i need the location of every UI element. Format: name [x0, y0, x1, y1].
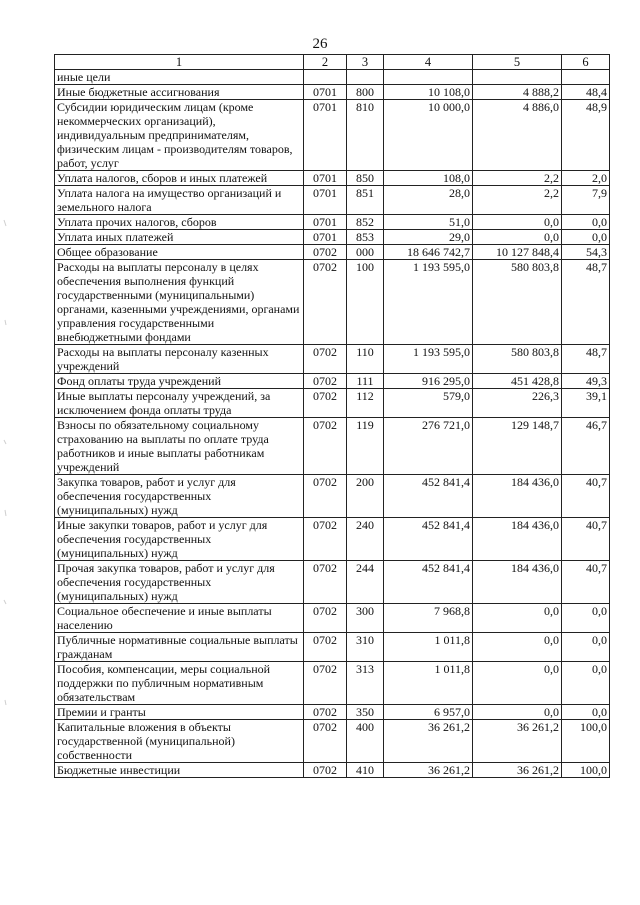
executed-amount-cell: 2,2: [473, 186, 562, 215]
expense-type-cell: 800: [347, 85, 384, 100]
expense-name-cell: Расходы на выплаты персоналу в целях обеспечения выполнения функций государственными (муниципальными) органами, казенными учреждениями, органами управления государственными внебюджетными фондами: [55, 260, 304, 345]
table-row: [55, 260, 610, 345]
section-code-cell: 0702: [304, 662, 347, 705]
execution-percent-cell: 54,3: [562, 245, 610, 260]
execution-percent-cell: 100,0: [562, 763, 610, 778]
planned-amount-cell: 1 011,8: [384, 633, 473, 662]
section-code-cell: 0701: [304, 100, 347, 171]
section-code-cell: 0702: [304, 374, 347, 389]
column-header-1: 1: [55, 55, 304, 70]
planned-amount-cell: 51,0: [384, 215, 473, 230]
section-code-cell: 0702: [304, 245, 347, 260]
budget-table: [54, 54, 610, 778]
expense-type-cell: 310: [347, 633, 384, 662]
expense-name-cell: Уплата иных платежей: [55, 230, 304, 245]
expense-name-cell: иные цели: [55, 70, 304, 85]
expense-type-cell: 111: [347, 374, 384, 389]
section-code-cell: 0701: [304, 171, 347, 186]
table-row: [55, 345, 610, 374]
table-row: [55, 604, 610, 633]
executed-amount-cell: 226,3: [473, 389, 562, 418]
table-row: [55, 215, 610, 230]
execution-percent-cell: 40,7: [562, 561, 610, 604]
table-row: [55, 85, 610, 100]
execution-percent-cell: 2,0: [562, 171, 610, 186]
table-row: [55, 70, 610, 85]
planned-amount-cell: 452 841,4: [384, 475, 473, 518]
expense-name-cell: Иные закупки товаров, работ и услуг для обеспечения государственных (муниципальных) нужд: [55, 518, 304, 561]
executed-amount-cell: 0,0: [473, 604, 562, 633]
scan-edge-marks: [2, 180, 14, 780]
planned-amount-cell: 452 841,4: [384, 561, 473, 604]
expense-name-cell: Капитальные вложения в объекты государственной (муниципальной) собственности: [55, 720, 304, 763]
column-header-2: 2: [304, 55, 347, 70]
execution-percent-cell: 0,0: [562, 230, 610, 245]
column-header-5: 5: [473, 55, 562, 70]
execution-percent-cell: 48,7: [562, 260, 610, 345]
section-code-cell: 0702: [304, 561, 347, 604]
page-number: 26: [312, 36, 328, 52]
executed-amount-cell: 184 436,0: [473, 561, 562, 604]
execution-percent-cell: 39,1: [562, 389, 610, 418]
section-code-cell: 0702: [304, 720, 347, 763]
table-row: [55, 230, 610, 245]
table-row: [55, 561, 610, 604]
execution-percent-cell: 100,0: [562, 720, 610, 763]
expense-type-cell: 350: [347, 705, 384, 720]
table-body: [55, 70, 610, 778]
section-code-cell: 0702: [304, 345, 347, 374]
table-row: [55, 763, 610, 778]
expense-name-cell: Бюджетные инвестиции: [55, 763, 304, 778]
section-code-cell: 0702: [304, 633, 347, 662]
planned-amount-cell: 36 261,2: [384, 763, 473, 778]
executed-amount-cell: 2,2: [473, 171, 562, 186]
expense-type-cell: 313: [347, 662, 384, 705]
expense-name-cell: Уплата налога на имущество организаций и земельного налога: [55, 186, 304, 215]
execution-percent-cell: 48,4: [562, 85, 610, 100]
expense-name-cell: Уплата налогов, сборов и иных платежей: [55, 171, 304, 186]
expense-name-cell: Иные бюджетные ассигнования: [55, 85, 304, 100]
table-row: [55, 662, 610, 705]
expense-type-cell: 110: [347, 345, 384, 374]
table-row: [55, 374, 610, 389]
planned-amount-cell: 276 721,0: [384, 418, 473, 475]
expense-type-cell: [347, 70, 384, 85]
execution-percent-cell: 40,7: [562, 518, 610, 561]
execution-percent-cell: 0,0: [562, 215, 610, 230]
header-row: [55, 55, 610, 70]
execution-percent-cell: 40,7: [562, 475, 610, 518]
executed-amount-cell: 580 803,8: [473, 260, 562, 345]
table-row: [55, 720, 610, 763]
executed-amount-cell: 184 436,0: [473, 518, 562, 561]
section-code-cell: 0701: [304, 230, 347, 245]
expense-type-cell: 810: [347, 100, 384, 171]
table-row: [55, 171, 610, 186]
expense-type-cell: 400: [347, 720, 384, 763]
executed-amount-cell: 580 803,8: [473, 345, 562, 374]
planned-amount-cell: 18 646 742,7: [384, 245, 473, 260]
expense-type-cell: 112: [347, 389, 384, 418]
expense-name-cell: Расходы на выплаты персоналу казенных учреждений: [55, 345, 304, 374]
section-code-cell: 0701: [304, 85, 347, 100]
expense-type-cell: 410: [347, 763, 384, 778]
table-row: [55, 245, 610, 260]
table-row: [55, 633, 610, 662]
executed-amount-cell: 0,0: [473, 230, 562, 245]
section-code-cell: 0702: [304, 518, 347, 561]
expense-name-cell: Иные выплаты персоналу учреждений, за исключением фонда оплаты труда: [55, 389, 304, 418]
executed-amount-cell: 10 127 848,4: [473, 245, 562, 260]
column-header-6: 6: [562, 55, 610, 70]
expense-type-cell: 853: [347, 230, 384, 245]
executed-amount-cell: 36 261,2: [473, 720, 562, 763]
expense-name-cell: Публичные нормативные социальные выплаты гражданам: [55, 633, 304, 662]
expense-name-cell: Общее образование: [55, 245, 304, 260]
execution-percent-cell: 0,0: [562, 705, 610, 720]
expense-type-cell: 100: [347, 260, 384, 345]
expense-type-cell: 850: [347, 171, 384, 186]
column-header-3: 3: [347, 55, 384, 70]
table-row: [55, 475, 610, 518]
execution-percent-cell: 49,3: [562, 374, 610, 389]
planned-amount-cell: [384, 70, 473, 85]
expense-name-cell: Взносы по обязательному социальному страхованию на выплаты по оплате труда работников и иные выплаты работникам учреждений: [55, 418, 304, 475]
expense-type-cell: 852: [347, 215, 384, 230]
section-code-cell: 0701: [304, 215, 347, 230]
executed-amount-cell: 129 148,7: [473, 418, 562, 475]
expense-type-cell: 300: [347, 604, 384, 633]
section-code-cell: 0702: [304, 763, 347, 778]
executed-amount-cell: 0,0: [473, 662, 562, 705]
expense-type-cell: 000: [347, 245, 384, 260]
planned-amount-cell: 28,0: [384, 186, 473, 215]
section-code-cell: 0702: [304, 389, 347, 418]
execution-percent-cell: 48,7: [562, 345, 610, 374]
section-code-cell: 0702: [304, 705, 347, 720]
executed-amount-cell: 36 261,2: [473, 763, 562, 778]
table-row: [55, 389, 610, 418]
expense-type-cell: 244: [347, 561, 384, 604]
execution-percent-cell: [562, 70, 610, 85]
planned-amount-cell: 10 108,0: [384, 85, 473, 100]
section-code-cell: [304, 70, 347, 85]
planned-amount-cell: 10 000,0: [384, 100, 473, 171]
planned-amount-cell: 108,0: [384, 171, 473, 186]
execution-percent-cell: 48,9: [562, 100, 610, 171]
expense-name-cell: Субсидии юридическим лицам (кроме некоммерческих организаций), индивидуальным предпринимателям, физическим лицам - производителям товаров, работ, услуг: [55, 100, 304, 171]
expense-type-cell: 240: [347, 518, 384, 561]
execution-percent-cell: 7,9: [562, 186, 610, 215]
executed-amount-cell: 4 888,2: [473, 85, 562, 100]
expense-name-cell: Премии и гранты: [55, 705, 304, 720]
planned-amount-cell: 36 261,2: [384, 720, 473, 763]
table-row: [55, 705, 610, 720]
column-header-4: 4: [384, 55, 473, 70]
expense-type-cell: 119: [347, 418, 384, 475]
planned-amount-cell: 7 968,8: [384, 604, 473, 633]
table-row: [55, 418, 610, 475]
expense-name-cell: Уплата прочих налогов, сборов: [55, 215, 304, 230]
executed-amount-cell: 0,0: [473, 633, 562, 662]
planned-amount-cell: 29,0: [384, 230, 473, 245]
section-code-cell: 0702: [304, 475, 347, 518]
execution-percent-cell: 0,0: [562, 662, 610, 705]
planned-amount-cell: 916 295,0: [384, 374, 473, 389]
planned-amount-cell: 452 841,4: [384, 518, 473, 561]
expense-name-cell: Прочая закупка товаров, работ и услуг для обеспечения государственных (муниципальных) нужд: [55, 561, 304, 604]
expense-type-cell: 200: [347, 475, 384, 518]
planned-amount-cell: 6 957,0: [384, 705, 473, 720]
section-code-cell: 0702: [304, 604, 347, 633]
executed-amount-cell: [473, 70, 562, 85]
table-row: [55, 518, 610, 561]
expense-name-cell: Закупка товаров, работ и услуг для обеспечения государственных (муниципальных) нужд: [55, 475, 304, 518]
expense-name-cell: Пособия, компенсации, меры социальной поддержки по публичным нормативным обязательствам: [55, 662, 304, 705]
planned-amount-cell: 1 193 595,0: [384, 345, 473, 374]
table-row: [55, 100, 610, 171]
executed-amount-cell: 184 436,0: [473, 475, 562, 518]
executed-amount-cell: 0,0: [473, 215, 562, 230]
executed-amount-cell: 0,0: [473, 705, 562, 720]
section-code-cell: 0702: [304, 418, 347, 475]
executed-amount-cell: 4 886,0: [473, 100, 562, 171]
executed-amount-cell: 451 428,8: [473, 374, 562, 389]
execution-percent-cell: 46,7: [562, 418, 610, 475]
expense-type-cell: 851: [347, 186, 384, 215]
expense-name-cell: Социальное обеспечение и иные выплаты населению: [55, 604, 304, 633]
planned-amount-cell: 579,0: [384, 389, 473, 418]
planned-amount-cell: 1 011,8: [384, 662, 473, 705]
execution-percent-cell: 0,0: [562, 604, 610, 633]
planned-amount-cell: 1 193 595,0: [384, 260, 473, 345]
section-code-cell: 0701: [304, 186, 347, 215]
table-row: [55, 186, 610, 215]
execution-percent-cell: 0,0: [562, 633, 610, 662]
expense-name-cell: Фонд оплаты труда учреждений: [55, 374, 304, 389]
section-code-cell: 0702: [304, 260, 347, 345]
